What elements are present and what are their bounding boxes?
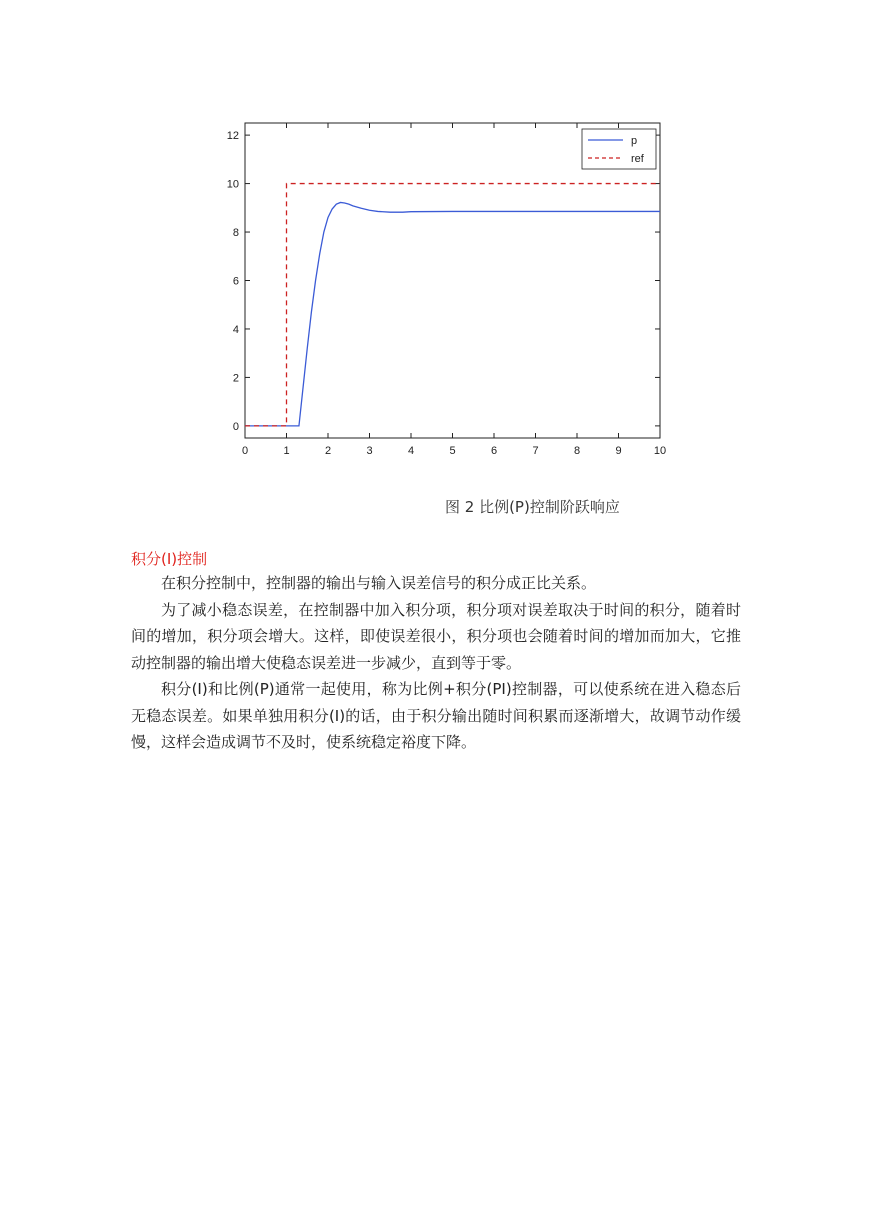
x-tick-label: 5 xyxy=(449,445,456,457)
x-tick-label: 6 xyxy=(490,445,498,457)
y-tick-label: 2 xyxy=(232,372,239,385)
x-tick-label: 10 xyxy=(653,445,667,457)
x-tick-label: 3 xyxy=(366,445,373,457)
y-tick-label: 10 xyxy=(226,178,239,191)
legend-box xyxy=(582,129,656,169)
y-tick-label: 12 xyxy=(226,130,239,143)
plot-frame xyxy=(245,123,660,438)
y-tick-label: 8 xyxy=(232,227,239,240)
x-tick-label: 4 xyxy=(407,445,415,457)
paragraph: 为了减小稳态误差，在控制器中加入积分项，积分项对误差取决于时间的积分，随着时间的增加，积分项会增大。这样，即使误差很小，积分项也会随着时间的增加而加大，它推动控制器的输出增大使稳态误差进一步减少，直到等于零。 xyxy=(131,600,741,672)
figure-caption: 图 2 比例(P)控制阶跃响应 xyxy=(445,498,620,516)
paragraph: 积分(I)和比例(P)通常一起使用，称为比例+积分(PI)控制器，可以使系统在进入稳态后无稳态误差。如果单独用积分(I)的话，由于积分输出随时间积累而逐渐增大，故调节动作缓慢，这样会造成调节不及时，使系统稳定裕度下降。 xyxy=(131,680,741,751)
step-response-chart xyxy=(225,118,680,478)
y-tick-label: 6 xyxy=(232,275,239,288)
legend-label-ref: ref xyxy=(631,153,644,165)
y-tick-label: 4 xyxy=(232,323,239,336)
x-tick-label: 8 xyxy=(573,445,581,457)
legend-label-p: p xyxy=(631,135,638,147)
section-body xyxy=(131,570,741,756)
x-tick-label: 9 xyxy=(615,445,622,457)
y-tick-label: 0 xyxy=(232,420,239,433)
x-tick-label: 7 xyxy=(532,445,539,457)
x-tick-label: 1 xyxy=(283,445,290,457)
legend xyxy=(582,129,656,169)
chart-canvas xyxy=(225,118,680,478)
x-tick-label: 2 xyxy=(324,445,332,457)
x-tick-label: 0 xyxy=(241,445,249,457)
paragraph: 在积分控制中，控制器的输出与输入误差信号的积分成正比关系。 xyxy=(161,574,597,592)
section-heading: 积分(I)控制 xyxy=(131,550,208,568)
